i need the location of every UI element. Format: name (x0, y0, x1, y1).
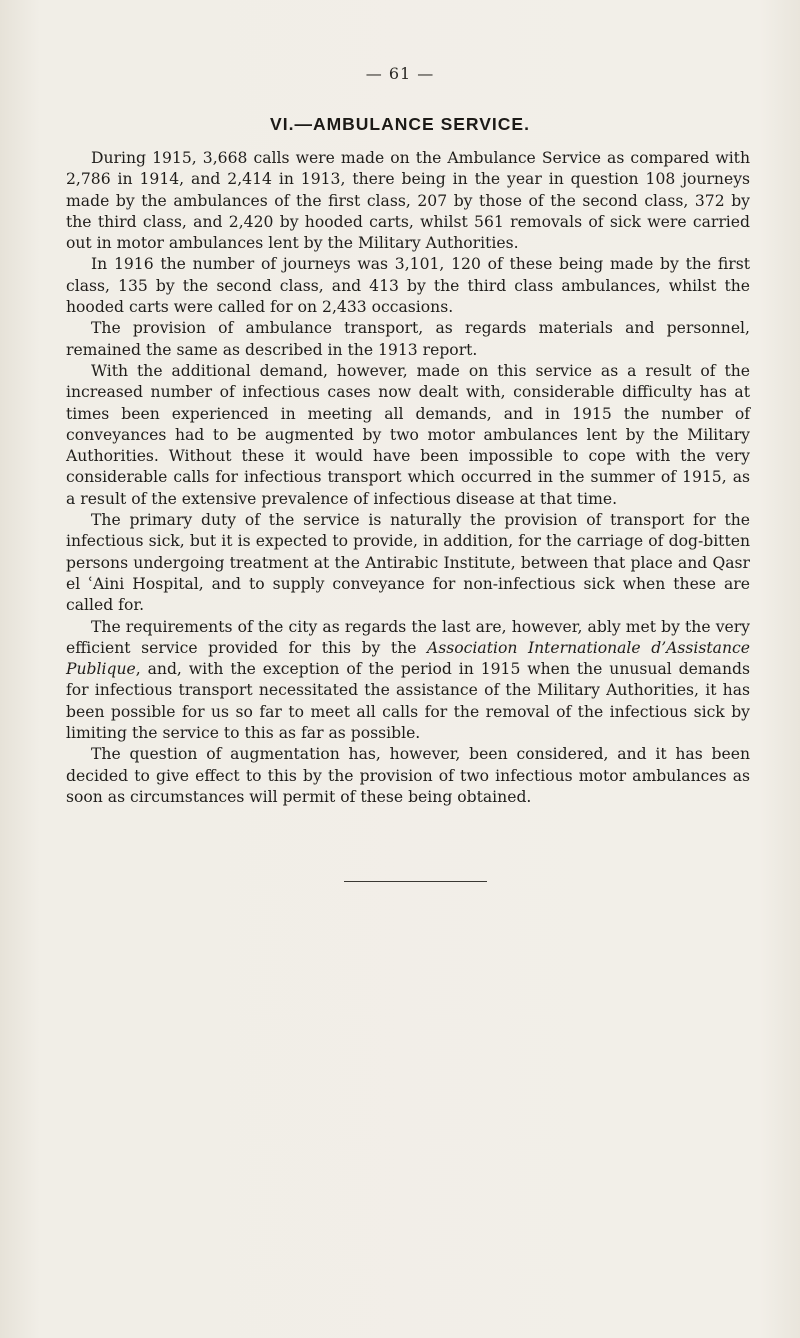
paragraph-requirements-end: , and, with the exception of the period in 1915 when the unusual demands for infectious transport necessitated the assistance of the Military Authorities, it has been possible for us so far to meet all calls for the removal of the infectious sick by limiting the service to this as far as possible. (66, 660, 750, 743)
page-number: — 61 — (365, 64, 435, 83)
body-text (66, 148, 750, 808)
paragraph-primary-duty: The primary duty of the service is naturally the provision of transport for the infectious sick, but it is expected to provide, in addition, for the carriage of dog-bitten persons undergoing treatment at the Antirabic Institute, between that place and Qasr el ʿAini Hospital, and to supply conveyance for non-infectious sick when these are called for. (66, 511, 750, 615)
paragraph-requirements (66, 617, 750, 745)
end-rule (344, 881, 487, 882)
section-title: VI.—AMBULANCE SERVICE. (270, 114, 530, 134)
paragraph-1916-journeys: In 1916 the number of journeys was 3,101, 120 of these being made by the first class, 135 by the second class, and 413 by the third class ambulances, whilst the hooded carts were called for on 2,433 occasions. (66, 255, 750, 317)
paragraph-provision: The provision of ambulance transport, as regards materials and personnel, remained the same as described in the 1913 report. (66, 319, 750, 359)
paragraph-additional-demand: With the additional demand, however, made on this service as a result of the increased number of infectious cases now dealt with, considerable difficulty has at times been experienced in meeting all demands, and in 1915 the number of conveyances had to be augmented by two motor ambulances lent by the Military Authorities. Without these it would have been impossible to cope with the very considerable calls for infectious transport which occurred in the summer of 1915, as a result of the extensive prevalence of infectious disease at that time. (66, 361, 750, 508)
paragraph-augmentation: The question of augmentation has, however, been considered, and it has been decided to give effect to this by the provision of two infectious motor ambulances as soon as circumstances will permit of these being obtained. (66, 745, 750, 806)
paragraph-requirements-start: The requirements of the city as regards the last are, however, ably met by the very efficient service provided for this by the (66, 617, 750, 657)
paragraph-1915-calls: During 1915, 3,668 calls were made on the Ambulance Service as compared with 2,786 in 1914, and 2,414 in 1913, there being in the year in question 108 journeys made by the ambulances of the first class, 207 by those of the second class, 372 by the third class, and 2,420 by hooded carts, whilst 561 removals of sick were carried out in motor ambulances lent by the Military Authorities. (66, 149, 750, 253)
association-name: Association Internationale d’Assistance Publique (66, 638, 750, 679)
